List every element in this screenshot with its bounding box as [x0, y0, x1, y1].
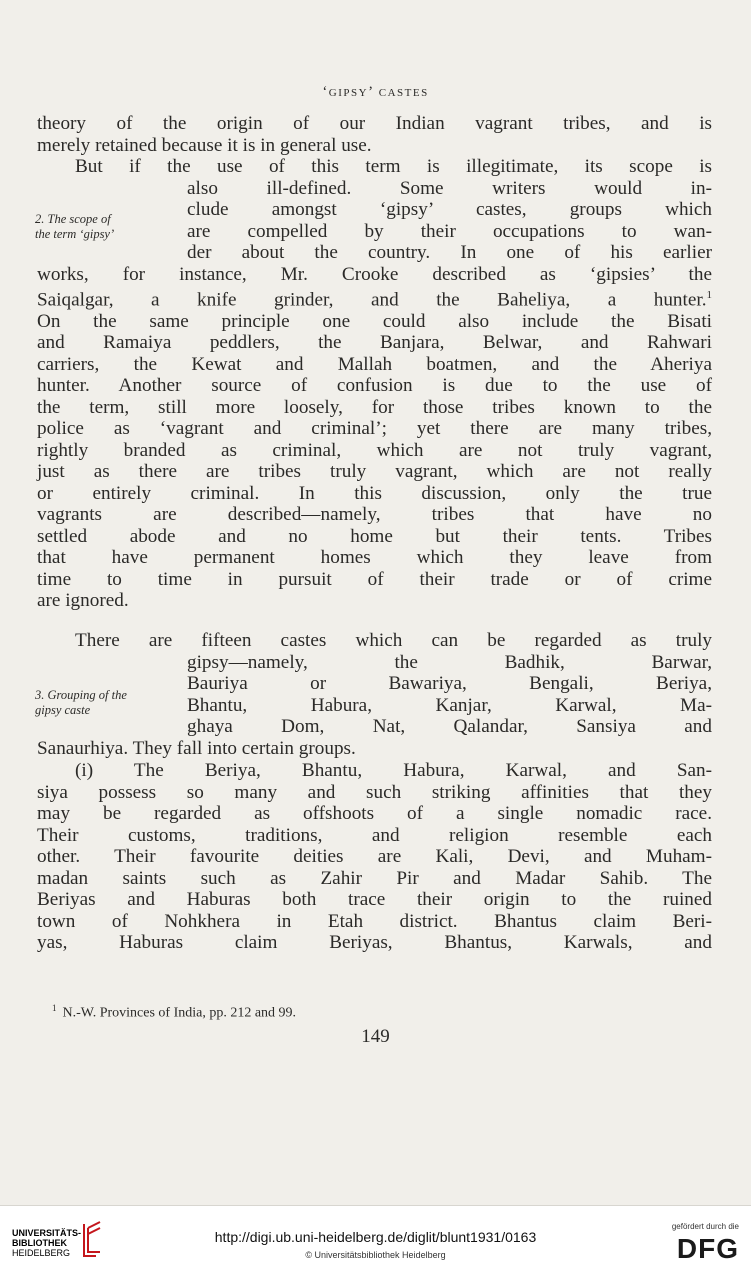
- text-line: may be regarded as offshoots of a single nomadic race.: [37, 803, 712, 824]
- text-line: But if the use of this term is illegitimate, its scope is: [75, 156, 712, 177]
- text-line: Bhantu, Habura, Kanjar, Karwal, Ma-: [187, 694, 712, 716]
- text-line: police as ‘vagrant and criminal’; yet there are many tribes,: [37, 418, 712, 440]
- text-line: Their customs, traditions, and religion resemble each: [37, 824, 712, 846]
- text-line: town of Nohkhera in Etah district. Bhantus claim Beri-: [37, 910, 712, 932]
- text-line: gipsy—namely, the Badhik, Barwar,: [187, 651, 712, 673]
- sidenote-line: 3. Grouping of the: [35, 688, 127, 702]
- text-line: madan saints such as Zahir Pir and Madar Sahib. The: [37, 867, 712, 889]
- running-header: ‘gipsy’ castes: [322, 84, 429, 100]
- footnote: [52, 1003, 712, 1022]
- text-line: and Ramaiya peddlers, the Banjara, Belwar, and Rahwari: [37, 332, 712, 354]
- dfg-logo: DFG: [676, 1233, 739, 1264]
- sidenote-line: gipsy caste: [35, 703, 91, 717]
- text-line: also ill-defined. Some writers would in-: [187, 177, 712, 199]
- sidenote-scope: [35, 212, 185, 242]
- text-line: carriers, the Kewat and Mallah boatmen, and the Aheriya: [37, 353, 712, 375]
- library-name-line: BIBLIOTHEK: [12, 1238, 67, 1248]
- text-line: other. Their favourite deities are Kali, Devi, and Muham-: [37, 846, 712, 867]
- text-line: der about the country. In one of his earlier: [187, 242, 712, 263]
- text-line: ghaya Dom, Nat, Qalandar, Sansiya and: [187, 716, 712, 737]
- text-line: siya possess so many and such striking affinities that they: [37, 781, 712, 803]
- text-line: vagrants are described—namely, tribes that have no: [37, 504, 712, 526]
- paragraph-4: [37, 760, 712, 954]
- page-number: 149: [361, 1026, 390, 1047]
- footnote-text: N.-W. Provinces of India, pp. 212 and 99.: [62, 1005, 297, 1021]
- text-line: the term, still more loosely, for those tribes known to the: [37, 396, 712, 418]
- text-line: time to time in pursuit of their trade or of crime: [37, 568, 712, 590]
- funding-caption: gefördert durch die: [671, 1222, 739, 1231]
- text-line: There are fifteen castes which can be regarded as truly: [75, 630, 712, 651]
- text-line: are compelled by their occupations to wan-: [187, 220, 712, 242]
- text-line: settled abode and no home but their tents. Tribes: [37, 525, 712, 547]
- text-line: (i) The Beriya, Bhantu, Habura, Karwal, and San-: [75, 760, 712, 781]
- library-name-line: UNIVERSITÄTS-: [12, 1228, 82, 1238]
- text-line: or entirely criminal. In this discussion, only the true: [37, 482, 712, 504]
- footnote-number: 1: [52, 1003, 57, 1013]
- paragraph-1: [37, 113, 712, 156]
- text-line: works, for instance, Mr. Crooke described as ‘gipsies’ the: [37, 263, 712, 285]
- sidenote-line: 2. The scope of: [35, 212, 111, 226]
- source-url-link[interactable]: http://digi.ub.uni-heidelberg.de/diglit/blunt1931/0163: [214, 1229, 537, 1245]
- text-line: Bauriya or Bawariya, Bengali, Beriya,: [187, 673, 712, 694]
- text-segment: Saiqalgar, a knife grinder, and the Baheliya, a hunter.: [37, 289, 707, 311]
- library-footer: [0, 1205, 751, 1271]
- text-line: Sanaurhiya. They fall into certain groups.: [37, 737, 356, 759]
- text-line: theory of the origin of our Indian vagrant tribes, and is: [37, 113, 712, 134]
- text-line: merely retained because it is in general use.: [37, 134, 372, 156]
- text-line: On the same principle one could also include the Bisati: [37, 310, 712, 332]
- library-name-line: HEIDELBERG: [12, 1248, 71, 1258]
- sidenote-line: the term ‘gipsy’: [35, 227, 115, 241]
- text-line: Beriyas and Haburas both trace their origin to the ruined: [37, 889, 712, 910]
- text-line: [37, 285, 712, 311]
- sidenote-grouping: [35, 688, 185, 718]
- text-line: are ignored.: [37, 590, 129, 612]
- copyright-notice: © Universitätsbibliothek Heidelberg: [305, 1250, 446, 1260]
- text-line: hunter. Another source of confusion is due to the use of: [37, 375, 712, 397]
- text-line: just as there are tribes truly vagrant, which are not really: [37, 461, 712, 483]
- text-line: rightly branded as criminal, which are not truly vagrant,: [37, 439, 712, 461]
- footnote-marker: 1: [706, 289, 712, 301]
- text-line: yas, Haburas claim Beriyas, Bhantus, Karwals, and: [37, 932, 712, 953]
- text-line: that have permanent homes which they leave from: [37, 547, 712, 569]
- text-line: clude amongst ‘gipsy’ castes, groups which: [187, 199, 712, 220]
